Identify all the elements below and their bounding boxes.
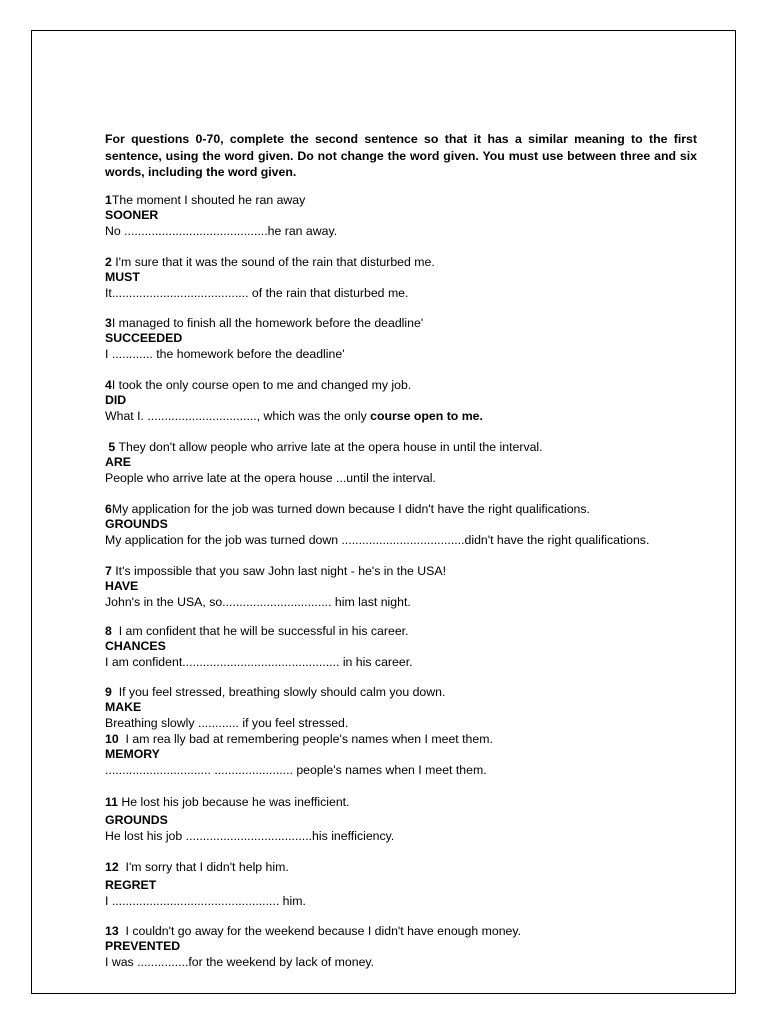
question-sentence: If you feel stressed, breathing slowly should calm you down. xyxy=(118,684,446,699)
question-4 xyxy=(105,377,697,424)
question-13 xyxy=(105,923,697,970)
question-number: 13 xyxy=(105,923,119,938)
question-3 xyxy=(105,315,697,362)
question-sentence: I took the only course open to me and changed my job. xyxy=(111,377,412,392)
question-number: 8 xyxy=(105,623,112,638)
keyword: MUST xyxy=(105,269,140,284)
question-8 xyxy=(105,623,697,670)
instructions-text: For questions 0-70, complete the second sentence so that it has a similar meaning to the first sentence, using the word given. Do not change the word given. You must use between three and six words, including the word given. xyxy=(105,132,697,179)
keyword: PREVENTED xyxy=(105,938,181,953)
question-number: 9 xyxy=(105,684,112,699)
question-number: 12 xyxy=(105,859,119,874)
answer-sentence: People who arrive late at the opera house ...until the interval. xyxy=(105,470,436,485)
keyword: MEMORY xyxy=(105,746,160,761)
question-number: 3 xyxy=(105,315,112,330)
question-number: 7 xyxy=(105,563,112,578)
question-2 xyxy=(105,254,697,301)
keyword: DID xyxy=(105,392,127,407)
question-sentence: I am confident that he will be successful in his career. xyxy=(118,623,409,638)
question-number: 1 xyxy=(105,192,112,207)
question-1 xyxy=(105,192,697,239)
answer-sentence: No ..........................................he ran away. xyxy=(105,223,338,238)
answer-sentence: It........................................ of the rain that disturbed me. xyxy=(105,285,409,300)
keyword: REGRET xyxy=(105,877,157,892)
question-sentence: My application for the job was turned down because I didn't have the right qualifications. xyxy=(111,501,590,516)
answer-sentence: I am confident.............................................. in his career. xyxy=(105,654,413,669)
keyword: HAVE xyxy=(105,578,139,593)
answer-sentence: What I. ................................, which was the only course open to me. xyxy=(105,408,483,423)
question-sentence: I am rea lly bad at remembering people's names when I meet them. xyxy=(125,731,493,746)
question-sentence: I managed to finish all the homework before the deadline' xyxy=(111,315,424,330)
keyword: SUCCEEDED xyxy=(105,330,183,345)
keyword: CHANCES xyxy=(105,638,166,653)
answer-sentence: I ................................................. him. xyxy=(105,893,306,908)
answer-sentence: Breathing slowly ............ if you feel stressed. xyxy=(105,715,349,730)
question-number: 5 xyxy=(108,439,116,454)
question-sentence: He lost his job because he was inefficient. xyxy=(121,794,350,809)
answer-sentence: ............................... ....................... people's names when I meet them. xyxy=(105,762,487,777)
question-6 xyxy=(105,501,697,548)
question-9 xyxy=(105,684,697,731)
keyword: SOONER xyxy=(105,207,159,222)
question-sentence: I'm sorry that I didn't help him. xyxy=(125,859,289,874)
question-sentence: I couldn't go away for the weekend because I didn't have enough money. xyxy=(125,923,522,938)
keyword: GROUNDS xyxy=(105,812,168,827)
question-number: 6 xyxy=(105,501,112,516)
answer-sentence: He lost his job .....................................his inefficiency. xyxy=(105,828,395,843)
question-number: 11 xyxy=(105,794,118,809)
keyword: MAKE xyxy=(105,699,142,714)
answer-sentence: John's in the USA, so................................ him last night. xyxy=(105,594,411,609)
question-7 xyxy=(105,563,697,610)
question-number: 2 xyxy=(105,254,112,269)
question-number: 4 xyxy=(105,377,112,392)
question-10 xyxy=(105,731,697,778)
question-5 xyxy=(105,439,697,486)
question-sentence: The moment I shouted he ran away xyxy=(111,192,306,207)
question-sentence: It's impossible that you saw John last night - he's in the USA! xyxy=(115,563,446,578)
question-sentence: I'm sure that it was the sound of the rain that disturbed me. xyxy=(115,254,435,269)
keyword: GROUNDS xyxy=(105,516,168,531)
answer-sentence: I was ...............for the weekend by lack of money. xyxy=(105,954,375,969)
keyword: ARE xyxy=(105,454,131,469)
answer-sentence: I ............ the homework before the deadline' xyxy=(105,346,345,361)
exercise-content xyxy=(105,131,697,970)
question-sentence: They don't allow people who arrive late at the opera house in until the interval. xyxy=(118,439,543,454)
question-number: 10 xyxy=(105,731,119,746)
question-12 xyxy=(105,859,697,909)
question-11 xyxy=(105,794,697,844)
answer-sentence: My application for the job was turned down ....................................didn't have the right qualifications. xyxy=(105,532,650,547)
